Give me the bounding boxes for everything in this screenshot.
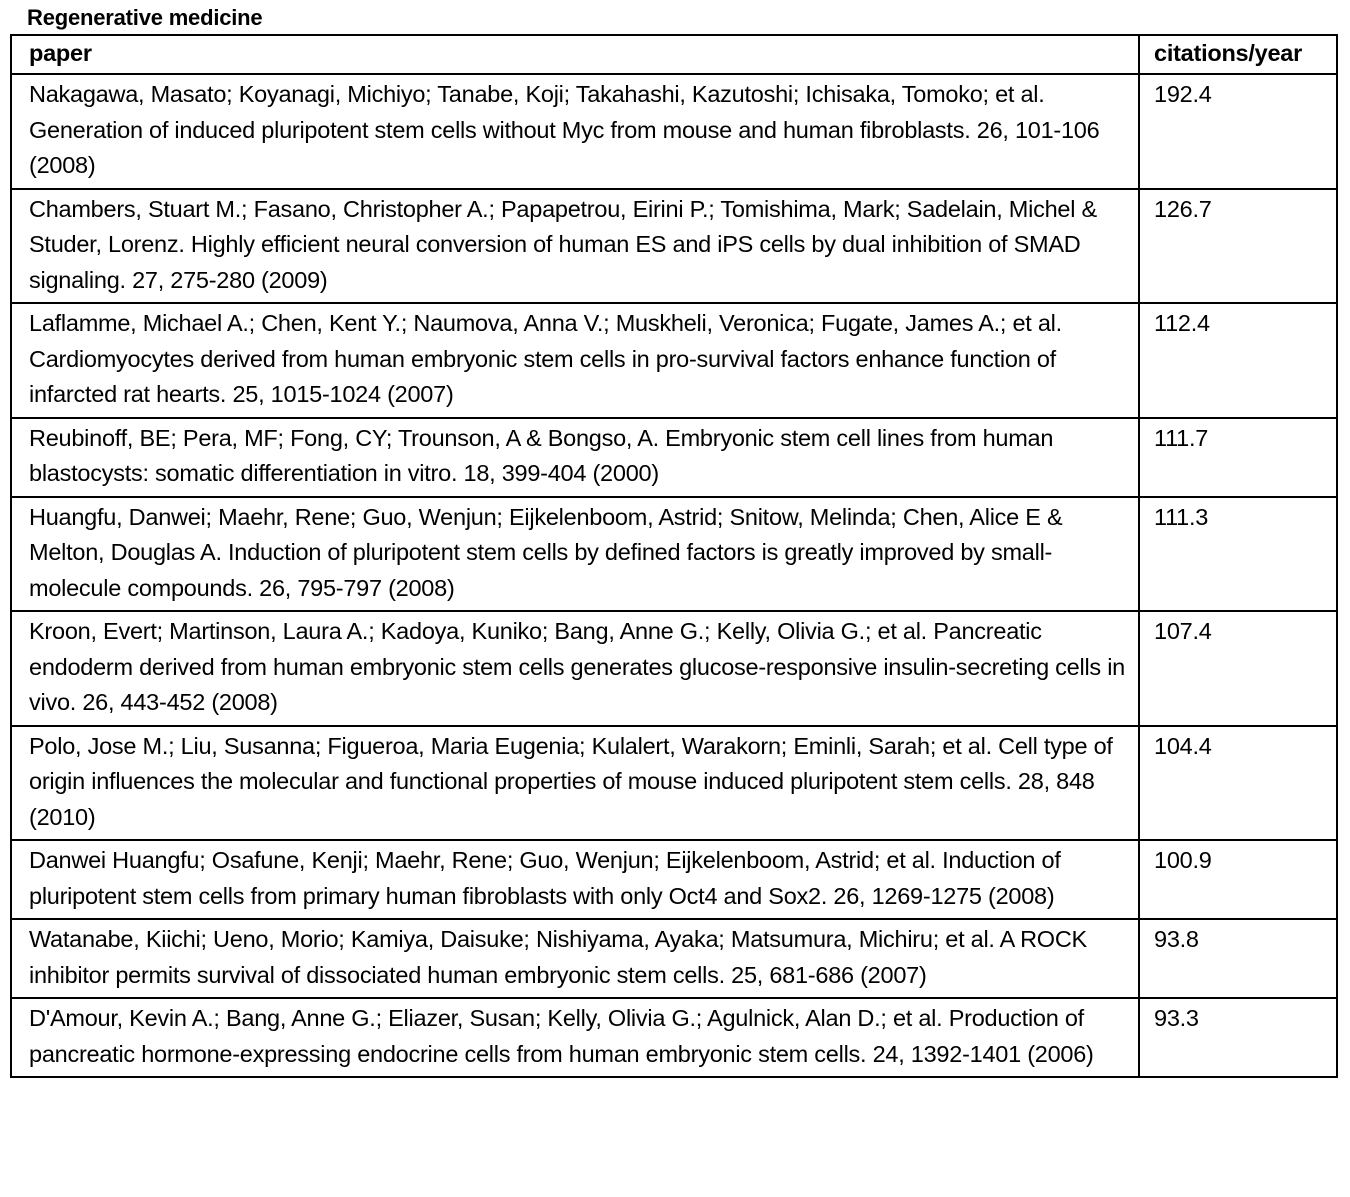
paper-text: Huangfu, Danwei; Maehr, Rene; Guo, Wenjun; Eijkelenboom, Astrid; Snitow, Melinda; Chen, Alice E & Melton, Douglas A. Induction of pluripotent stem cells by defined factors is greatly improved by small-molecule compounds. 26, 795-797 (2008): [29, 503, 1063, 601]
cell-paper: [11, 74, 1139, 189]
cell-paper: [11, 840, 1139, 919]
page-title: Regenerative medicine: [27, 5, 263, 30]
citations-value: 112.4: [1154, 310, 1210, 336]
cell-citations: [1139, 611, 1337, 726]
table-row: [11, 611, 1337, 726]
paper-text: Polo, Jose M.; Liu, Susanna; Figueroa, Maria Eugenia; Kulalert, Warakorn; Eminli, Sarah; et al. Cell type of origin influences the molecular and functional properties of mouse induced pluripotent stem cells. 28, 848 (2010): [29, 732, 1113, 830]
cell-paper: [11, 303, 1139, 418]
table-row: [11, 840, 1337, 919]
column-header-citations: [1139, 35, 1337, 74]
cell-paper: [11, 919, 1139, 998]
cell-citations: [1139, 919, 1337, 998]
citations-table: [10, 34, 1338, 1078]
table-row: [11, 726, 1337, 841]
citations-value: 107.4: [1154, 618, 1212, 644]
cell-citations: [1139, 497, 1337, 612]
table-row: [11, 303, 1337, 418]
citations-value: 93.3: [1154, 1005, 1199, 1031]
citations-value: 192.4: [1154, 81, 1212, 107]
table-header: [11, 35, 1337, 74]
cell-paper: [11, 998, 1139, 1077]
cell-citations: [1139, 418, 1337, 497]
citations-value: 111.7: [1154, 424, 1209, 451]
table-row: [11, 497, 1337, 612]
table-body: [11, 74, 1337, 1077]
paper-text: Laflamme, Michael A.; Chen, Kent Y.; Naumova, Anna V.; Muskheli, Veronica; Fugate, James A.; et al. Cardiomyocytes derived from human embryonic stem cells in pro-survival factors enhance function of infarcted rat hearts. 25, 1015-1024 (2007): [29, 310, 1062, 407]
column-header-citations-label: citations/year: [1154, 40, 1303, 66]
citations-value: 104.4: [1154, 732, 1212, 759]
cell-citations: [1139, 726, 1337, 841]
cell-citations: [1139, 303, 1337, 418]
table-row: [11, 74, 1337, 189]
paper-text: Kroon, Evert; Martinson, Laura A.; Kadoya, Kuniko; Bang, Anne G.; Kelly, Olivia G.; et al. Pancreatic endoderm derived from human embryonic stem cells generates glucose-responsive insulin-secreting cells in vivo. 26, 443-452 (2008): [29, 618, 1125, 715]
cell-citations: [1139, 840, 1337, 919]
cell-paper: [11, 726, 1139, 841]
table-row: [11, 418, 1337, 497]
column-header-paper: [11, 35, 1139, 74]
column-header-paper-label: paper: [29, 40, 92, 66]
cell-paper: [11, 418, 1139, 497]
citations-value: 111.3: [1154, 503, 1209, 530]
table-row: [11, 919, 1337, 998]
paper-text: Chambers, Stuart M.; Fasano, Christopher A.; Papapetrou, Eirini P.; Tomishima, Mark; Sadelain, Michel & Studer, Lorenz. Highly efficient neural conversion of human ES and iPS cells by dual inhibition of SMAD signaling. 27, 275-280 (2009): [29, 195, 1097, 293]
cell-citations: [1139, 74, 1337, 189]
paper-text: D'Amour, Kevin A.; Bang, Anne G.; Eliazer, Susan; Kelly, Olivia G.; Agulnick, Alan D.; et al. Production of pancreatic hormone-expressing endocrine cells from human embryonic stem cells. 24, 1392-1401 (2006): [29, 1005, 1094, 1067]
cell-citations: [1139, 998, 1337, 1077]
paper-text: Danwei Huangfu; Osafune, Kenji; Maehr, Rene; Guo, Wenjun; Eijkelenboom, Astrid; et al. Induction of pluripotent stem cells from primary human fibroblasts with only Oct4 and Sox2. 26, 1269-1275 (2008): [29, 847, 1061, 909]
paper-text: Nakagawa, Masato; Koyanagi, Michiyo; Tanabe, Koji; Takahashi, Kazutoshi; Ichisaka, Tomoko; et al. Generation of induced pluripotent stem cells without Myc from mouse and human fibroblasts. 26, 101-106 (2008): [29, 81, 1100, 178]
citations-value: 126.7: [1154, 195, 1212, 222]
table-row: [11, 189, 1337, 304]
cell-paper: [11, 497, 1139, 612]
cell-citations: [1139, 189, 1337, 304]
table-row: [11, 998, 1337, 1077]
citations-value: 93.8: [1154, 926, 1199, 952]
table-header-row: [11, 35, 1337, 74]
cell-paper: [11, 189, 1139, 304]
paper-text: Watanabe, Kiichi; Ueno, Morio; Kamiya, Daisuke; Nishiyama, Ayaka; Matsumura, Michiru; et al. A ROCK inhibitor permits survival of dissociated human embryonic stem cells. 25, 681-686 (2007): [29, 926, 1087, 988]
cell-paper: [11, 611, 1139, 726]
paper-text: Reubinoff, BE; Pera, MF; Fong, CY; Trounson, A & Bongso, A. Embryonic stem cell lines from human blastocysts: somatic differentiation in vitro. 18, 399-404 (2000): [29, 424, 1054, 486]
citations-value: 100.9: [1154, 847, 1212, 873]
